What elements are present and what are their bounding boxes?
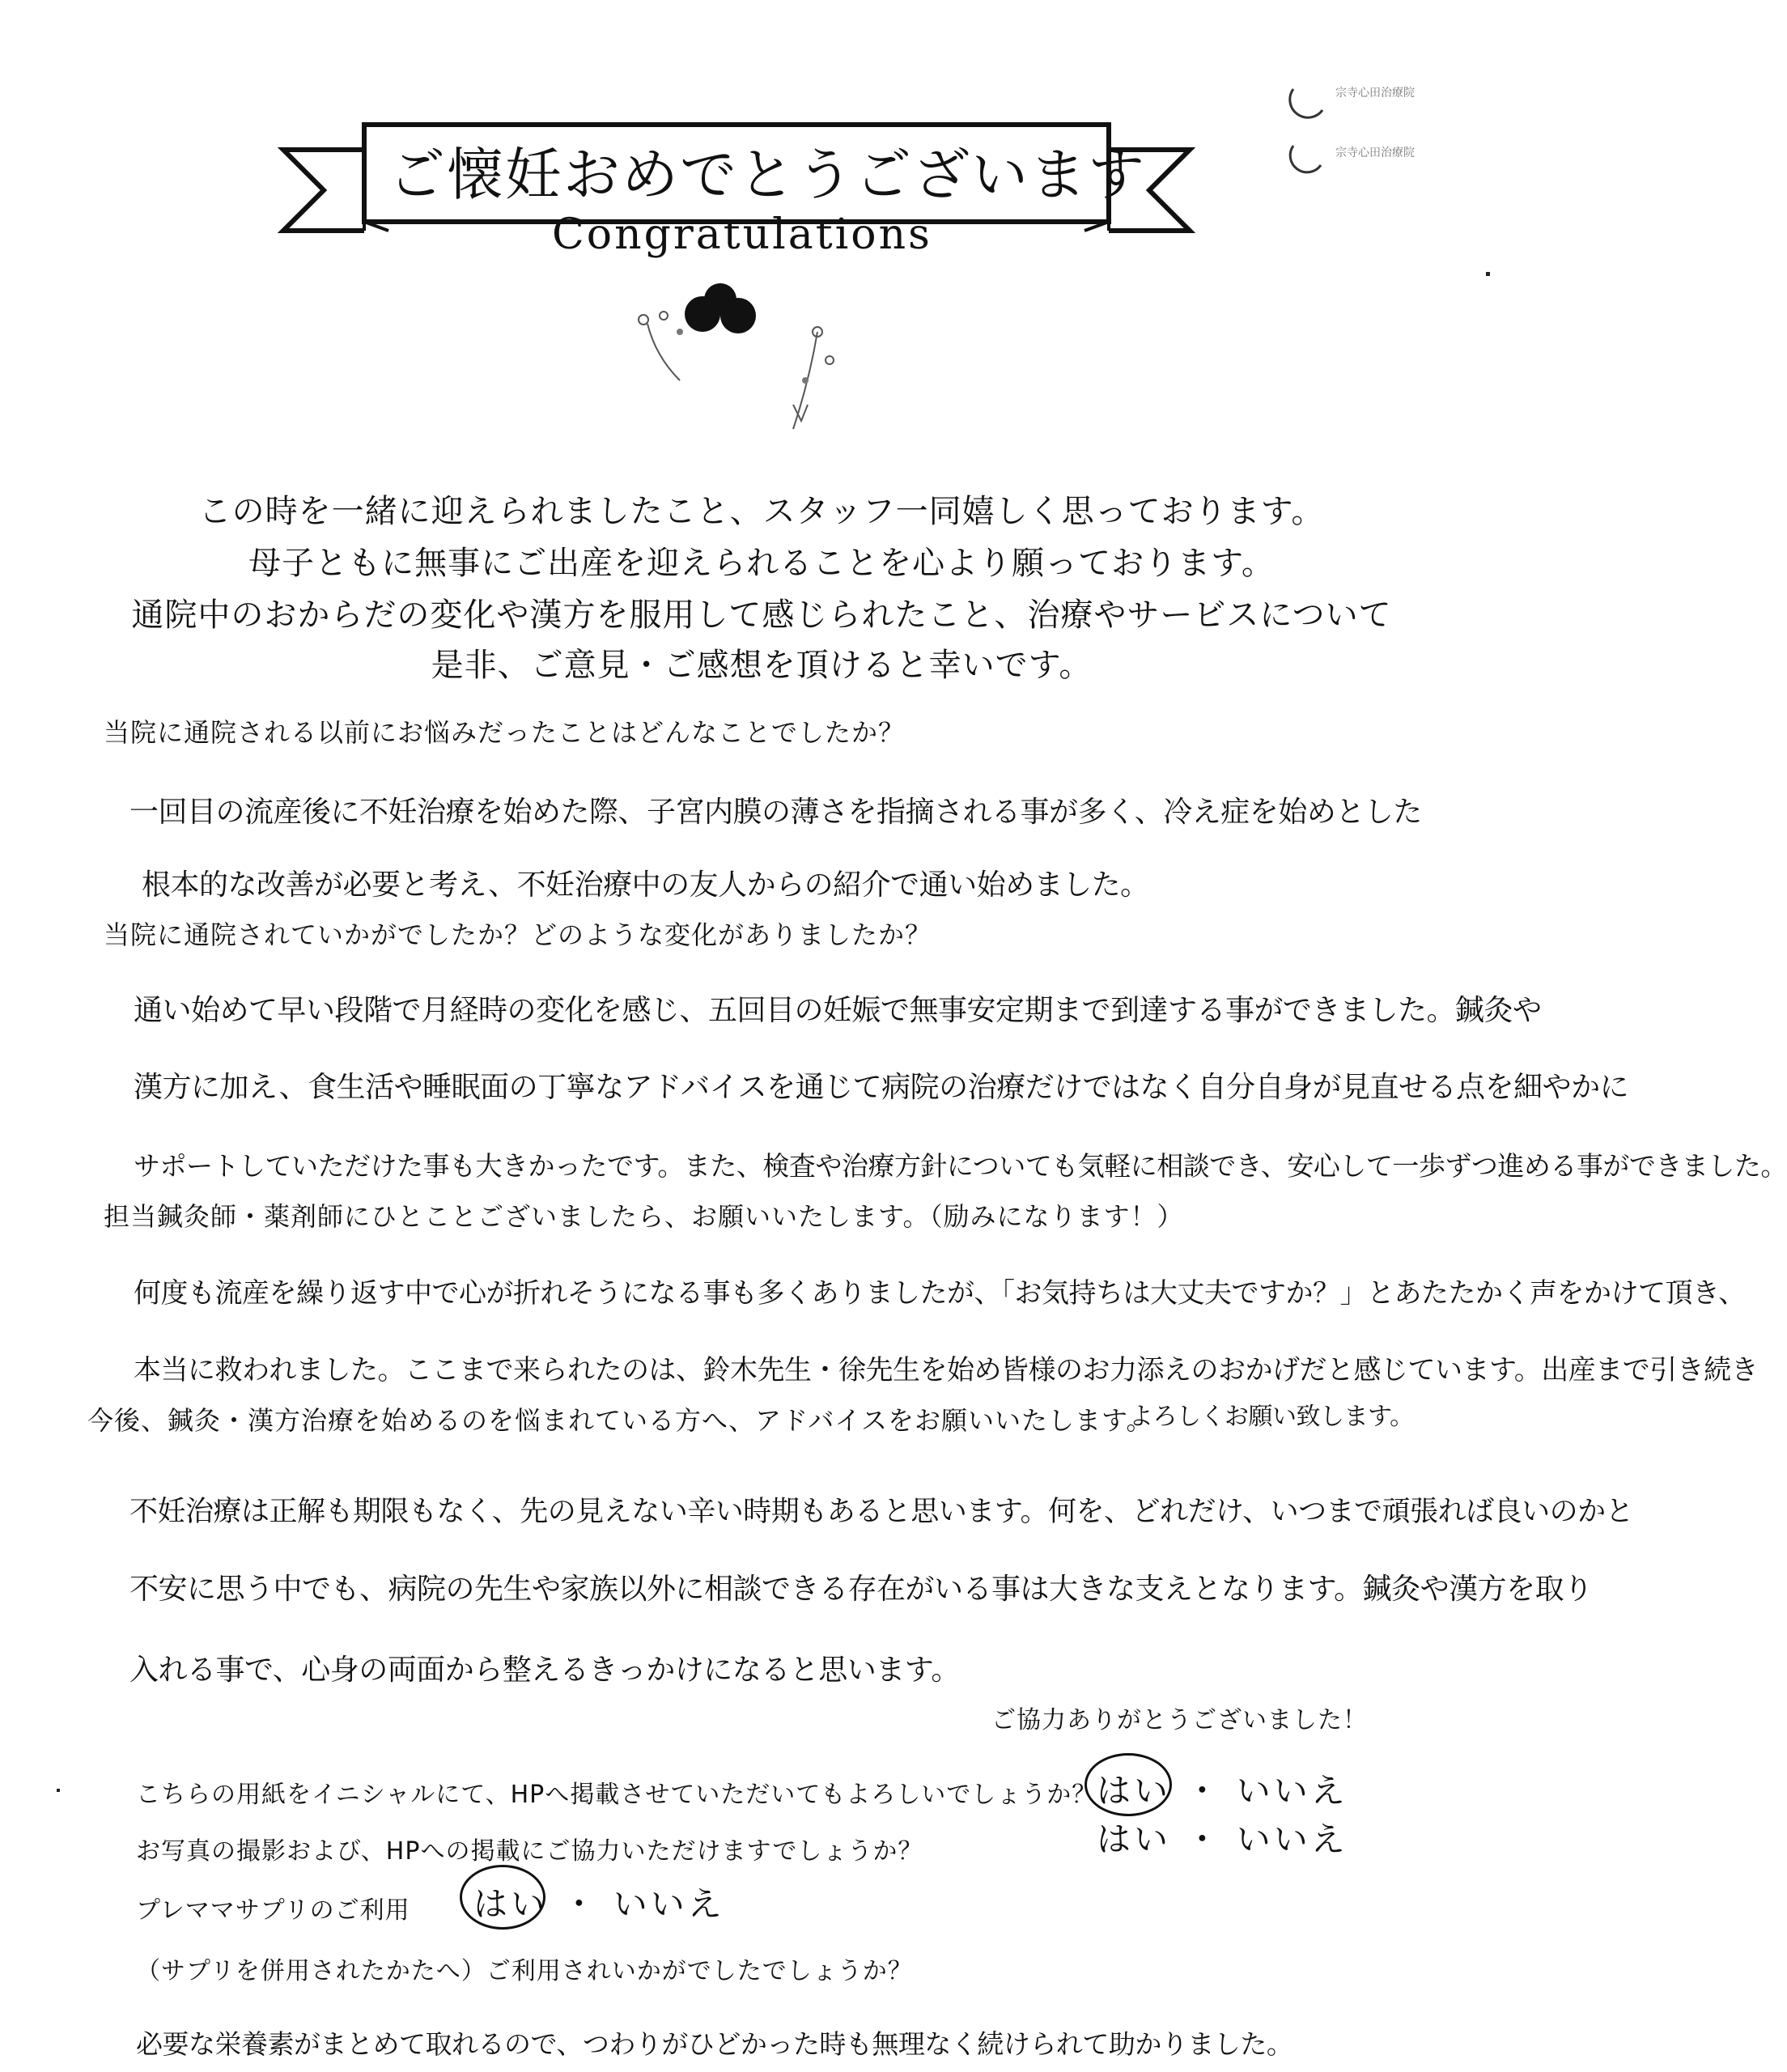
answer-3-line-1: 何度も流産を繰り返す中で心が折れそうになる事も多くありましたが、「お気持ちは大丈夫ですか？」とあたたかく声をかけて頂き、 (134, 1277, 1746, 1310)
answer-4-line-2: 不安に思う中でも、病院の先生や家族以外に相談できる存在がいる事は大きな支えとなります。鍼灸や漢方を取り (129, 1573, 1593, 1606)
intro-line-3: 通院中のおからだの変化や漢方を服用して感じられたこと、治療やサービスについて (131, 597, 1392, 634)
page-subtitle: Congratulations (552, 210, 932, 259)
question-2-label: 当院に通院されていかがでしたか？どのような変化がありましたか？ (104, 919, 932, 950)
answer-3-line-3: よろしくお願い致します。 (1129, 1403, 1414, 1431)
answer-2-line-1: 通い始めて早い段階で月経時の変化を感じ、五回目の妊娠で無事安定期まで到達する事ができました。鍼灸や (134, 994, 1542, 1027)
answer-1-line-2: 根本的な改善が必要と考え、不妊治療中の友人からの紹介で通い始めました。 (142, 868, 1149, 902)
scan-speck (57, 1789, 60, 1792)
consent-q3-label: プレママサプリのご利用 (136, 1896, 410, 1925)
answer-3-line-2: 本当に救われました。ここまで来られたのは、鈴木先生・徐先生を始め皆様のお力添えのおかげだと感じています。出産まで引き続き (134, 1354, 1759, 1386)
consent-q1-options[interactable]: はい ・ いいえ (1097, 1771, 1348, 1811)
consent-q1-label: こちらの用紙をイニシャルにて、HPへ掲載させていただいてもよろしいでしょうか？ (136, 1781, 1097, 1809)
answer-2-line-3: サポートしていただけた事も大きかったです。また、検査や治療方針についても気軽に相談でき、安心して一歩ずつ進める事ができました。 (134, 1150, 1787, 1182)
consent-q2-options[interactable]: はい ・ いいえ (1097, 1819, 1348, 1859)
consent-q3-selected-circle (460, 1865, 545, 1930)
answer-2-line-2: 漢方に加え、食生活や睡眠面の丁寧なアドバイスを通じて病院の治療だけではなく自分自身が見直せる点を細やかに (134, 1071, 1629, 1104)
intro-line-1: この時を一緒に迎えられましたこと、スタッフ一同嬉しく思っております。 (198, 493, 1325, 530)
question-3-label: 担当鍼灸師・薬剤師にひとことございましたら、お願いいたします。（励みになります！） (104, 1201, 1184, 1232)
scan-speck (1486, 272, 1490, 276)
thanks-message: ご協力ありがとうございました！ (991, 1706, 1368, 1734)
logo-text-2: 宗寺心田治療院 (1335, 146, 1415, 159)
question-4-label: 今後、鍼灸・漢方治療を始めるのを悩まれている方へ、アドバイスをお願いいたします。 (87, 1405, 1153, 1436)
intro-line-4: 是非、ご意見・ご感想を頂けると幸いです。 (431, 647, 1093, 684)
intro-line-2: 母子ともに無事にご出産を迎えられることを心より願っております。 (248, 545, 1275, 582)
floral-decoration-icon (599, 267, 890, 445)
question-1-label: 当院に通院される以前にお悩みだったことはどんなことでしたか？ (104, 717, 906, 748)
answer-1-line-1: 一回目の流産後に不妊治療を始めた際、子宮内膜の薄さを指摘される事が多く、冷え症を始めとした (129, 796, 1422, 829)
consent-q2-label: お写真の撮影および、HPへの掲載にご協力いただけますでしょうか？ (136, 1837, 923, 1866)
answer-4-line-3: 入れる事で、心身の両面から整えるきっかけになると思います。 (129, 1654, 960, 1687)
page-title: ご懐妊おめでとうございます (388, 142, 1146, 208)
clinic-logo (1279, 73, 1465, 194)
logo-text-1: 宗寺心田治療院 (1335, 87, 1415, 100)
consent-q3-options[interactable]: はい ・ いいえ (473, 1884, 725, 1924)
consent-q4-answer: 必要な栄養素がまとめて取れるので、つわりがひどかった時も無理なく続けられて助かりました。 (136, 2028, 1293, 2060)
consent-q4-label: （サプリを併用されたかたへ）ご利用されいかがでしたでしょうか？ (136, 1957, 913, 1985)
answer-4-line-1: 不妊治療は正解も期限もなく、先の見えない辛い時期もあると思います。何を、どれだけ、いつまで頑張れば良いのかと (129, 1496, 1634, 1528)
consent-q1-selected-circle (1085, 1753, 1172, 1816)
